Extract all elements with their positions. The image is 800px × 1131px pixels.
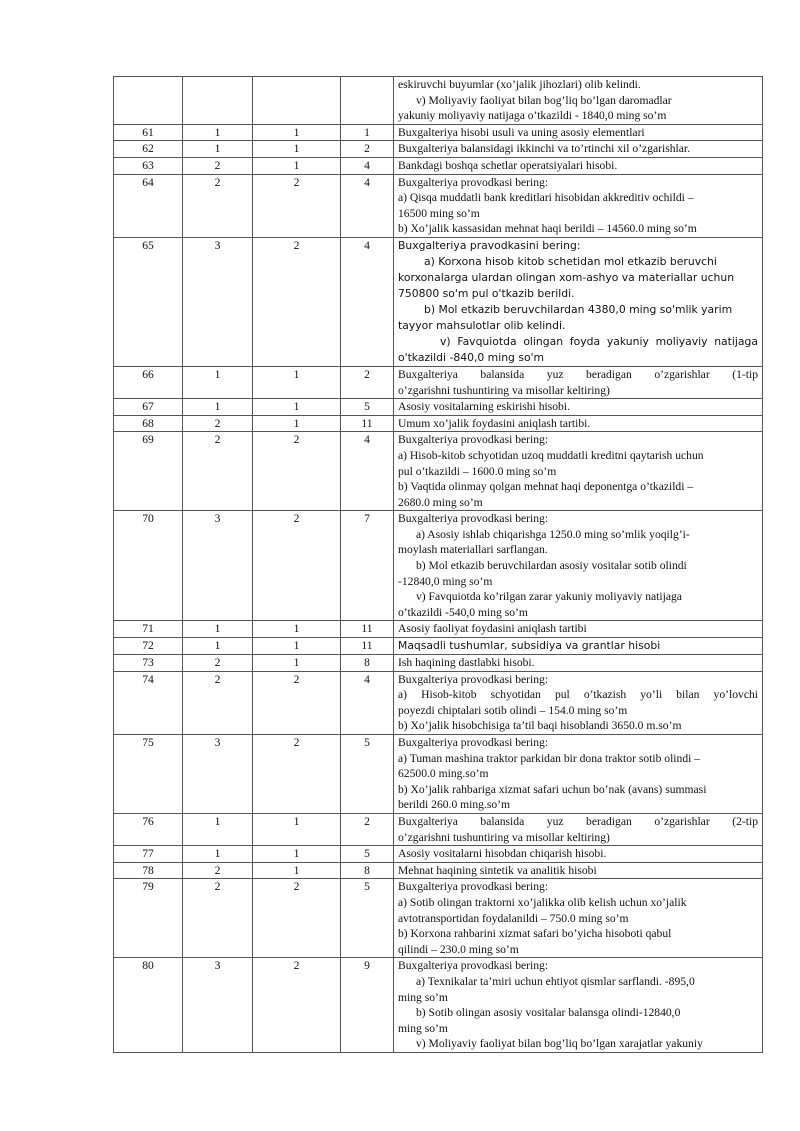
question-number-cell: 70 xyxy=(114,511,183,621)
question-text-line: b) Xo’jalik rahbariga xizmat safari uchun bo’nak (avans) summasi xyxy=(398,782,707,796)
question-text-line: korxonalarga ulardan olingan xom-ashyo va materiallar uchun xyxy=(398,270,735,284)
question-number-cell xyxy=(114,77,183,125)
topic-number-cell: 4 xyxy=(341,671,394,734)
question-text-line: avtotransportidan foydalanildi – 750.0 ming so’m xyxy=(398,911,629,925)
question-number-cell: 77 xyxy=(114,846,183,863)
question-text-line: a) Tuman mashina traktor parkidan bir dona traktor sotib olindi – xyxy=(398,751,701,765)
question-number-cell: 79 xyxy=(114,879,183,958)
question-text-line: 2680.0 ming so’m xyxy=(398,495,483,509)
level-cell: 2 xyxy=(183,671,253,734)
question-text-cell xyxy=(394,813,763,845)
topic-number-cell: 5 xyxy=(341,879,394,958)
question-number-cell: 74 xyxy=(114,671,183,734)
level-cell: 2 xyxy=(183,157,253,174)
question-text-line: qilindi – 230.0 ming so’m xyxy=(398,942,519,956)
difficulty-cell: 1 xyxy=(253,621,341,638)
questions-table xyxy=(113,76,763,1053)
question-number-cell: 76 xyxy=(114,813,183,845)
table-row xyxy=(114,638,763,655)
table-row xyxy=(114,671,763,734)
question-text-line: o'tkazildi -840,0 ming so'm xyxy=(398,350,545,364)
question-text-line: pul o’tkazildi – 1600.0 ming so’m xyxy=(398,464,557,478)
question-text-cell xyxy=(394,399,763,416)
question-text-line: -12840,0 ming so’m xyxy=(398,574,493,588)
question-text-line: ming so’m xyxy=(398,990,448,1004)
difficulty-cell: 2 xyxy=(253,671,341,734)
question-text-line: o’zgarishni tushuntiring va misollar keltiring) xyxy=(398,383,610,397)
question-text-line: tayyor mahsulotlar olib kelindi. xyxy=(398,318,566,332)
question-number-cell: 66 xyxy=(114,366,183,398)
difficulty-cell: 2 xyxy=(253,432,341,511)
question-text-line: v) Moliyaviy faoliyat bilan bog’liq bo’lgan xarajatlar yakuniy xyxy=(416,1037,703,1051)
question-text-line: poyezdi chiptalari sotib olindi – 154.0 ming so’m xyxy=(398,703,628,717)
topic-number-cell: 5 xyxy=(341,846,394,863)
question-text-line: Maqsadli tushumlar, subsidiya va grantlar hisobi xyxy=(398,639,661,653)
topic-number-cell: 1 xyxy=(341,124,394,141)
topic-number-cell: 11 xyxy=(341,638,394,655)
level-cell: 2 xyxy=(183,655,253,672)
question-text-line: 16500 ming so’m xyxy=(398,206,480,220)
difficulty-cell: 2 xyxy=(253,174,341,237)
question-number-cell: 71 xyxy=(114,621,183,638)
difficulty-cell: 2 xyxy=(253,237,341,366)
topic-number-cell: 5 xyxy=(341,735,394,814)
question-text-line: a) Qisqa muddatli bank kreditlari hisobidan akkreditiv ochildi – xyxy=(398,191,694,205)
level-cell: 1 xyxy=(183,366,253,398)
question-text-line: Buxgalteriya provodkasi bering: xyxy=(398,959,549,973)
question-text-line: b) Sotib olingan asosiy vositalar balansga olindi-12840,0 xyxy=(416,1006,681,1020)
level-cell: 3 xyxy=(183,511,253,621)
question-text-line: a) Hisob-kitob schyotidan uzoq muddatli kreditni qaytarish uchun xyxy=(398,448,704,462)
topic-number-cell xyxy=(341,77,394,125)
question-text-cell xyxy=(394,415,763,432)
question-text-line: Buxgalteriya provodkasi bering: xyxy=(398,736,549,749)
question-text-line: a) Asosiy ishlab chiqarishga 1250.0 ming so’mlik yoqilg’i- xyxy=(416,527,690,541)
question-text-line: moylash materiallari sarflangan. xyxy=(398,543,548,557)
table-row xyxy=(114,655,763,672)
question-text-line: 62500.0 ming.so’m xyxy=(398,767,489,781)
topic-number-cell: 5 xyxy=(341,399,394,416)
question-text-line: a) Texnikalar ta’miri uchun ehtiyot qismlar sarflandi. -895,0 xyxy=(416,974,695,988)
question-text-line: o’tkazildi -540,0 ming so’m xyxy=(398,605,528,619)
table-row xyxy=(114,366,763,398)
question-text-line: b) Xo’jalik hisobchisiga ta’til baqi hisoblandi 3650.0 m.so’m xyxy=(398,719,682,733)
question-text-line: eskiruvchi buyumlar (xo’jalik jihozlari) olib kelindi. xyxy=(398,78,641,91)
topic-number-cell: 7 xyxy=(341,511,394,621)
difficulty-cell: 1 xyxy=(253,141,341,158)
question-number-cell: 69 xyxy=(114,432,183,511)
question-text-line: berildi 260.0 ming.so’m xyxy=(398,798,511,812)
topic-number-cell: 4 xyxy=(341,237,394,366)
topic-number-cell: 11 xyxy=(341,415,394,432)
question-text-cell xyxy=(394,638,763,655)
question-text-line: a) Korxona hisob kitob schetidan mol etkazib beruvchi xyxy=(424,254,717,268)
topic-number-cell: 4 xyxy=(341,174,394,237)
difficulty-cell: 1 xyxy=(253,638,341,655)
topic-number-cell: 11 xyxy=(341,621,394,638)
question-text-line: Buxgalteriya balansida yuz beradigan o’zgarishlar (1-tip xyxy=(398,367,758,381)
question-text-line: Umum xo’jalik foydasini aniqlash tartibi. xyxy=(398,416,591,430)
level-cell: 1 xyxy=(183,124,253,141)
table-row xyxy=(114,77,763,125)
table-row xyxy=(114,237,763,366)
table-row xyxy=(114,846,763,863)
question-text-line: b) Xo’jalik kassasidan mehnat haqi berildi – 14560.0 ming so’m xyxy=(398,222,697,236)
topic-number-cell: 8 xyxy=(341,655,394,672)
question-text-line: Buxgalteriya provodkasi bering: xyxy=(398,512,549,526)
question-text-cell xyxy=(394,141,763,158)
question-number-cell: 61 xyxy=(114,124,183,141)
level-cell xyxy=(183,77,253,125)
question-text-cell xyxy=(394,735,763,814)
topic-number-cell: 4 xyxy=(341,432,394,511)
topic-number-cell: 2 xyxy=(341,141,394,158)
table-row xyxy=(114,511,763,621)
difficulty-cell: 2 xyxy=(253,958,341,1053)
question-text-line: v) Moliyaviy faoliyat bilan bog’liq bo’lgan daromadlar xyxy=(416,93,672,107)
table-row xyxy=(114,958,763,1053)
difficulty-cell: 1 xyxy=(253,124,341,141)
question-text-cell xyxy=(394,655,763,672)
question-number-cell: 78 xyxy=(114,862,183,879)
table-row xyxy=(114,174,763,237)
level-cell: 3 xyxy=(183,735,253,814)
question-number-cell: 72 xyxy=(114,638,183,655)
question-text-cell xyxy=(394,77,763,125)
question-text-line: v) Favquiotda ko’rilgan zarar yakuniy moliyaviy natijaga xyxy=(416,590,682,604)
level-cell: 3 xyxy=(183,958,253,1053)
question-text-line: Bankdagi boshqa schetlar operatsiyalari hisobi. xyxy=(398,158,618,172)
question-number-cell: 65 xyxy=(114,237,183,366)
question-number-cell: 64 xyxy=(114,174,183,237)
question-text-line: b) Mol etkazib beruvchilardan 4380,0 ming so'mlik yarim xyxy=(424,302,733,316)
difficulty-cell: 1 xyxy=(253,655,341,672)
table-row xyxy=(114,862,763,879)
table-row xyxy=(114,141,763,158)
level-cell: 3 xyxy=(183,237,253,366)
question-text-cell xyxy=(394,432,763,511)
question-number-cell: 75 xyxy=(114,735,183,814)
level-cell: 1 xyxy=(183,638,253,655)
table-row xyxy=(114,124,763,141)
difficulty-cell: 1 xyxy=(253,846,341,863)
difficulty-cell: 2 xyxy=(253,735,341,814)
question-text-line: Buxgalteriya hisobi usuli va uning asosiy elementlari xyxy=(398,125,645,139)
difficulty-cell: 1 xyxy=(253,157,341,174)
table-row xyxy=(114,879,763,958)
question-text-line: Buxgalteriya balansidagi ikkinchi va to’rtinchi xil o’zgarishlar. xyxy=(398,142,691,156)
question-text-cell xyxy=(394,237,763,366)
level-cell: 1 xyxy=(183,846,253,863)
question-text-line: Asosiy vositalarning eskirishi hisobi. xyxy=(398,400,570,414)
question-text-line: 750800 so'm pul o'tkazib berildi. xyxy=(398,286,575,300)
table-row xyxy=(114,813,763,845)
question-text-line: o’zgarishni tushuntiring va misollar keltiring) xyxy=(398,830,610,844)
question-text-line: Ish haqining dastlabki hisobi. xyxy=(398,656,535,670)
difficulty-cell: 1 xyxy=(253,415,341,432)
question-text-line: a) Sotib olingan traktorni xo’jalikka olib kelish uchun xo’jalik xyxy=(398,895,687,909)
question-text-cell xyxy=(394,174,763,237)
table-row xyxy=(114,399,763,416)
table-row xyxy=(114,735,763,814)
level-cell: 2 xyxy=(183,862,253,879)
level-cell: 1 xyxy=(183,813,253,845)
table-row xyxy=(114,415,763,432)
question-text-cell xyxy=(394,862,763,879)
question-text-cell xyxy=(394,958,763,1053)
question-text-cell xyxy=(394,671,763,734)
question-text-line: b) Korxona rahbarini xizmat safari bo’yicha hisoboti qabul xyxy=(398,927,672,941)
question-number-cell: 62 xyxy=(114,141,183,158)
question-number-cell: 73 xyxy=(114,655,183,672)
question-text-line: v) Favquiotda olingan foyda yakuniy moliyaviy natijaga xyxy=(440,334,758,348)
question-text-line: b) Mol etkazib beruvchilardan asosiy vositalar sotib olindi xyxy=(416,559,687,573)
question-text-line: Buxgalteriya provodkasi bering: xyxy=(398,175,549,189)
level-cell: 1 xyxy=(183,399,253,416)
question-text-cell xyxy=(394,879,763,958)
difficulty-cell: 1 xyxy=(253,366,341,398)
question-number-cell: 80 xyxy=(114,958,183,1053)
topic-number-cell: 9 xyxy=(341,958,394,1053)
level-cell: 1 xyxy=(183,141,253,158)
question-text-cell xyxy=(394,621,763,638)
level-cell: 2 xyxy=(183,174,253,237)
question-text-cell xyxy=(394,846,763,863)
question-text-line: ming so’m xyxy=(398,1021,448,1035)
difficulty-cell: 2 xyxy=(253,879,341,958)
topic-number-cell: 2 xyxy=(341,813,394,845)
question-text-line: Buxgalteriya provodkasi bering: xyxy=(398,672,549,686)
question-text-line: b) Vaqtida olinmay qolgan mehnat haqi deponentga o’tkazildi – xyxy=(398,480,694,494)
question-number-cell: 68 xyxy=(114,415,183,432)
question-number-cell: 67 xyxy=(114,399,183,416)
question-text-cell xyxy=(394,157,763,174)
question-text-line: Buxgalteriya pravodkasini bering: xyxy=(398,238,581,252)
difficulty-cell: 1 xyxy=(253,862,341,879)
question-number-cell: 63 xyxy=(114,157,183,174)
level-cell: 2 xyxy=(183,879,253,958)
question-text-line: a) Hisob-kitob schyotidan pul o’tkazish yo’li bilan yo’lovchi xyxy=(398,688,758,702)
question-text-line: Buxgalteriya provodkasi bering: xyxy=(398,433,549,447)
question-text-line: Buxgalteriya provodkasi bering: xyxy=(398,880,549,894)
difficulty-cell: 1 xyxy=(253,399,341,416)
question-text-line: Buxgalteriya balansida yuz beradigan o’zgarishlar (2-tip xyxy=(398,814,758,828)
difficulty-cell: 1 xyxy=(253,813,341,845)
question-text-line: Asosiy faoliyat foydasini aniqlash tartibi xyxy=(398,622,587,636)
questions-table-body xyxy=(114,77,763,1053)
topic-number-cell: 2 xyxy=(341,366,394,398)
question-text-line: Mehnat haqining sintetik va analitik hisobi xyxy=(398,863,597,877)
question-text-cell xyxy=(394,124,763,141)
question-text-line: yakuniy moliyaviy natijaga o’tkazildi - 1840,0 ming so’m xyxy=(398,109,667,123)
question-text-cell xyxy=(394,366,763,398)
question-text-cell xyxy=(394,511,763,621)
topic-number-cell: 8 xyxy=(341,862,394,879)
table-row xyxy=(114,432,763,511)
level-cell: 2 xyxy=(183,432,253,511)
table-row xyxy=(114,157,763,174)
table-row xyxy=(114,621,763,638)
difficulty-cell xyxy=(253,77,341,125)
difficulty-cell: 2 xyxy=(253,511,341,621)
topic-number-cell: 4 xyxy=(341,157,394,174)
level-cell: 1 xyxy=(183,621,253,638)
question-text-line: Asosiy vositalarni hisobdan chiqarish hisobi. xyxy=(398,847,607,861)
level-cell: 2 xyxy=(183,415,253,432)
